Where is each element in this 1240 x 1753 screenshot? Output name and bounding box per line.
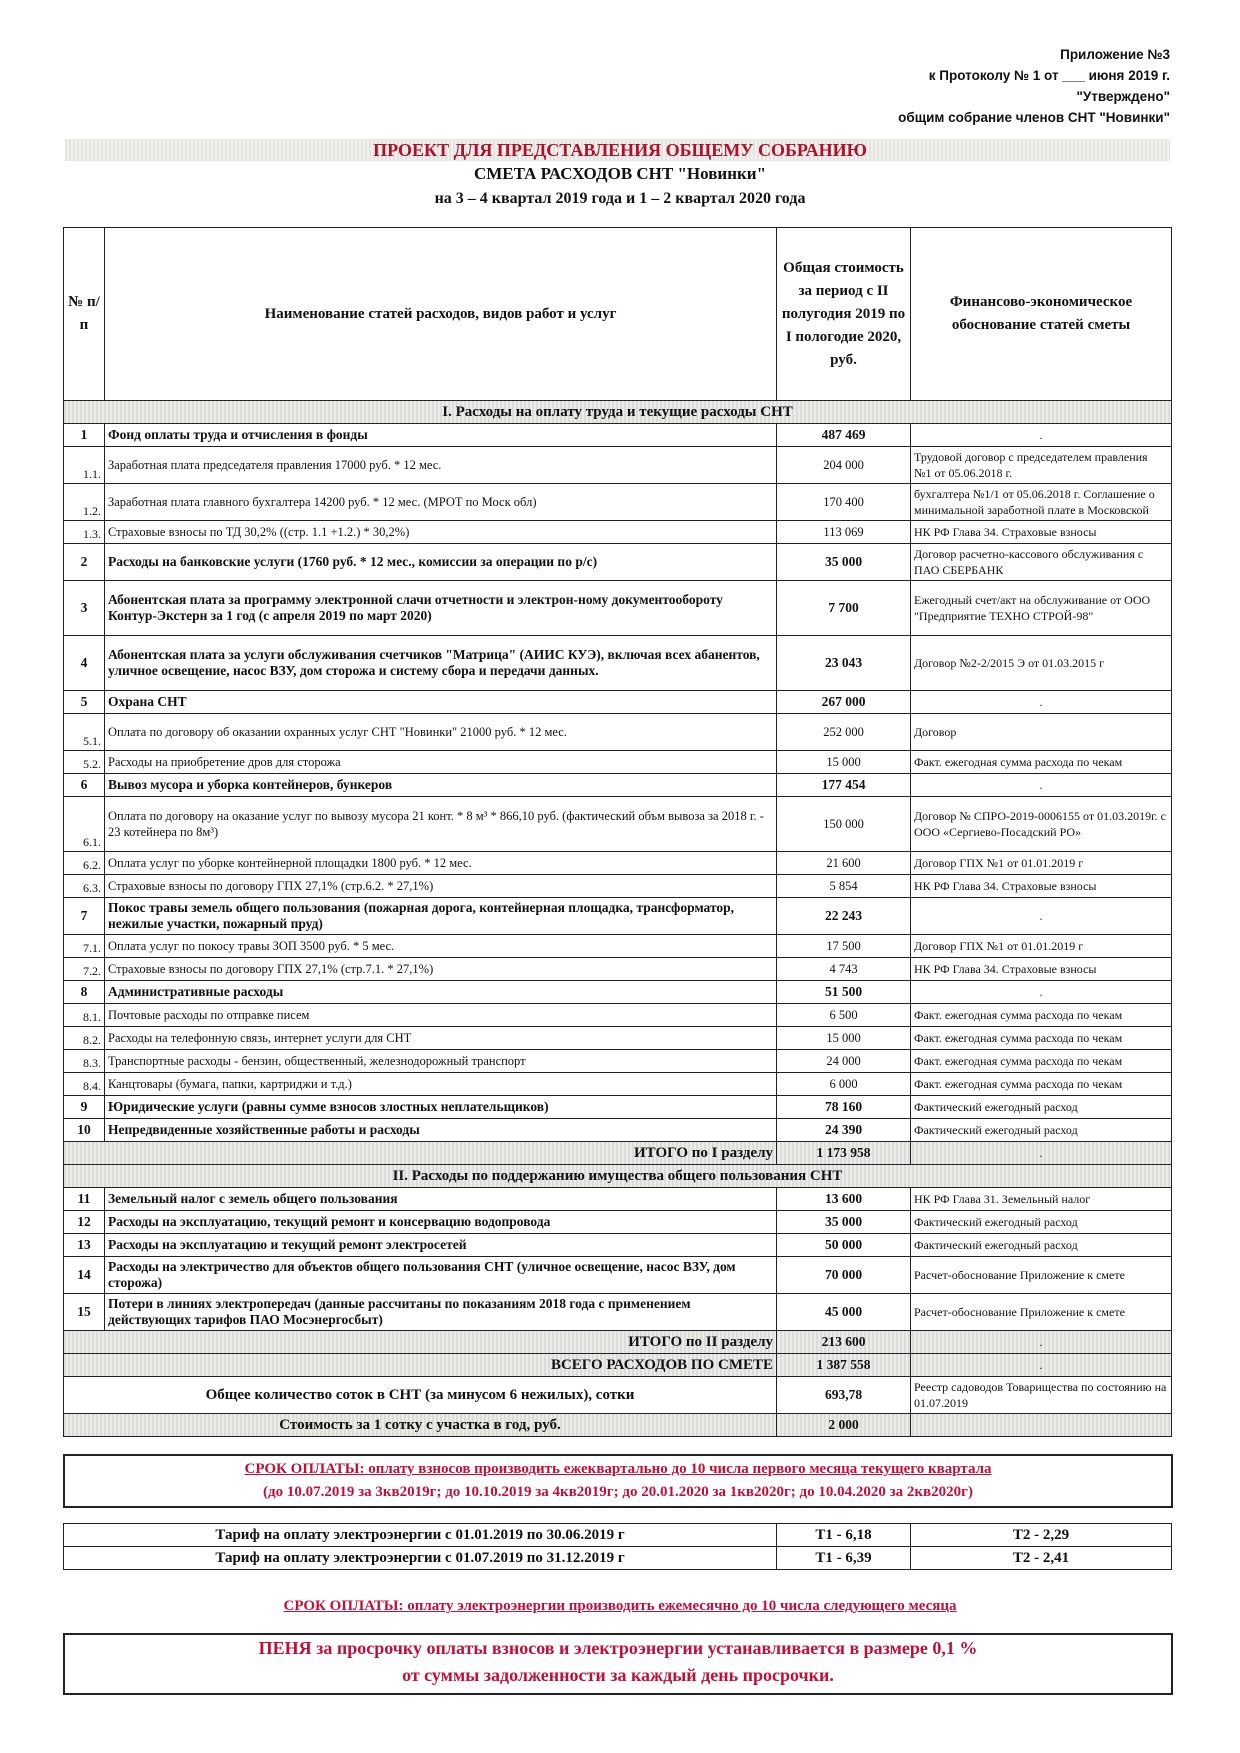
section-1-total-basis: . [911, 1142, 1172, 1165]
row-name: Расходы на приобретение дров для сторожа [105, 751, 777, 774]
row-number: 1 [64, 424, 105, 447]
table-row [64, 1004, 1172, 1027]
row-name: Расходы на эксплуатацию, текущий ремонт и консервацию водопровода [105, 1211, 777, 1234]
header-basis: Финансово-экономическое обоснование статей сметы [911, 228, 1172, 401]
row-sum: 15 000 [777, 1027, 911, 1050]
tariff-t2: Т2 - 2,29 [911, 1524, 1172, 1547]
row-sum: 252 000 [777, 714, 911, 751]
section-2-heading [64, 1165, 1172, 1188]
row-sum: 24 000 [777, 1050, 911, 1073]
table-row [64, 714, 1172, 751]
table-row [64, 981, 1172, 1004]
row-name: Канцтовары (бумага, папки, картриджи и т.д.) [105, 1073, 777, 1096]
penalty-line-2: от суммы задолженности за каждый день просрочки. [402, 1665, 834, 1685]
row-number: 8 [64, 981, 105, 1004]
area-label: Общее количество соток в СНТ (за минусом 6 нежилых), сотки [64, 1377, 777, 1414]
row-basis: Фактический ежегодный расход [911, 1119, 1172, 1142]
row-sum: 170 400 [777, 484, 911, 521]
table-row [64, 898, 1172, 935]
row-name: Земельный налог с земель общего пользования [105, 1188, 777, 1211]
row-number: 6 [64, 774, 105, 797]
row-number: 1.1. [64, 447, 105, 484]
table-row [64, 1257, 1172, 1294]
period-subtitle: на 3 – 4 квартал 2019 года и 1 – 2 квартал 2020 года [434, 190, 806, 207]
table-row [64, 544, 1172, 581]
row-basis: бухгалтера №1/1 от 05.06.2018 г. Соглашение о минимальной заработной плате в Московской [911, 484, 1172, 521]
area-basis: Реестр садоводов Товарищества по состоянию на 01.07.2019 [911, 1377, 1172, 1414]
row-sum: 13 600 [777, 1188, 911, 1211]
row-number: 5 [64, 691, 105, 714]
row-number: 8.4. [64, 1073, 105, 1096]
row-number: 8.3. [64, 1050, 105, 1073]
row-name: Административные расходы [105, 981, 777, 1004]
table-row [64, 797, 1172, 852]
row-number: 6.1. [64, 797, 105, 852]
payment-terms-dates: (до 10.07.2019 за 3кв2019г; до 10.10.2019 за 4кв2019г; до 20.01.2020 за 1кв2020г; до 10.04.2020 за 2кв2020г) [263, 1484, 973, 1500]
row-sum: 23 043 [777, 636, 911, 691]
header-name: Наименование статей расходов, видов работ и услуг [105, 228, 777, 401]
row-number: 7.2. [64, 958, 105, 981]
payment-terms-main: СРОК ОПЛАТЫ: оплату взносов производить ежеквартально до 10 числа первого месяца текущего квартала [244, 1461, 992, 1477]
penalty-box [63, 1633, 1173, 1695]
row-sum: 50 000 [777, 1234, 911, 1257]
cost-label: Стоимость за 1 сотку с участка в год, руб. [64, 1414, 777, 1437]
row-number: 5.2. [64, 751, 105, 774]
table-row [64, 875, 1172, 898]
row-basis: Договор [911, 714, 1172, 751]
row-basis: . [911, 691, 1172, 714]
table-row [64, 521, 1172, 544]
row-name: Непредвиденные хозяйственные работы и расходы [105, 1119, 777, 1142]
row-basis: Расчет-обоснование Приложение к смете [911, 1257, 1172, 1294]
section-1-total-label: ИТОГО по I разделу [64, 1142, 777, 1165]
tariff-label: Тариф на оплату электроэнергии с 01.07.2019 по 31.12.2019 г [64, 1547, 777, 1570]
row-sum: 35 000 [777, 1211, 911, 1234]
section-1-total-sum: 1 173 958 [777, 1142, 911, 1165]
row-basis: Факт. ежегодная сумма расхода по чекам [911, 1050, 1172, 1073]
table-header [64, 228, 1172, 401]
row-name: Страховые взносы по ТД 30,2% ((стр. 1.1 +1.2.) * 30,2%) [105, 521, 777, 544]
row-number: 12 [64, 1211, 105, 1234]
project-title: ПРОЕКТ ДЛЯ ПРЕДСТАВЛЕНИЯ ОБЩЕМУ СОБРАНИЮ [373, 140, 867, 160]
row-name: Транспортные расходы - бензин, общественный, железнодорожный транспорт [105, 1050, 777, 1073]
approval-block [898, 44, 1170, 128]
row-name: Потери в линиях электропередач (данные рассчитаны по показаниям 2018 года с применением действующих тарифов ПАО Мосэнергосбыт) [105, 1294, 777, 1331]
table-row [64, 958, 1172, 981]
row-basis: Факт. ежегодная сумма расхода по чекам [911, 1073, 1172, 1096]
tariff-row [64, 1547, 1172, 1570]
row-name: Оплата услуг по уборке контейнерной площадки 1800 руб. * 12 мес. [105, 852, 777, 875]
row-number: 1.2. [64, 484, 105, 521]
row-basis: Договор ГПХ №1 от 01.01.2019 г [911, 935, 1172, 958]
row-number: 13 [64, 1234, 105, 1257]
row-sum: 6 500 [777, 1004, 911, 1027]
area-row [64, 1377, 1172, 1414]
header-num: № п/п [64, 228, 105, 401]
section-2-total [64, 1331, 1172, 1354]
row-name: Оплата по договору об оказании охранных услуг СНТ "Новинки" 21000 руб. * 12 мес. [105, 714, 777, 751]
row-basis: НК РФ Глава 34. Страховые взносы [911, 875, 1172, 898]
tariff-t1: Т1 - 6,39 [777, 1547, 911, 1570]
row-basis: Ежегодный счет/акт на обслуживание от ООО "Предприятие ТЕХНО СТРОЙ-98" [911, 581, 1172, 636]
row-sum: 15 000 [777, 751, 911, 774]
section-2-total-label: ИТОГО по II разделу [64, 1331, 777, 1354]
row-name: Заработная плата председателя правления 17000 руб. * 12 мес. [105, 447, 777, 484]
row-basis: Фактический ежегодный расход [911, 1096, 1172, 1119]
section-1-heading [64, 401, 1172, 424]
cost-basis [911, 1414, 1172, 1437]
row-name: Абонентская плата за программу электронной слачи отчетности и электрон-ному документообороту Контур-Экстерн за 1 год (с апреля 2019 по март 2020) [105, 581, 777, 636]
row-name: Вывоз мусора и уборка контейнеров, бункеров [105, 774, 777, 797]
row-sum: 21 600 [777, 852, 911, 875]
row-basis: НК РФ Глава 34. Страховые взносы [911, 958, 1172, 981]
row-name: Расходы на эксплуатацию и текущий ремонт электросетей [105, 1234, 777, 1257]
row-sum: 22 243 [777, 898, 911, 935]
table-row [64, 636, 1172, 691]
section-2-title: II. Расходы по поддержанию имущества общего пользования СНТ [64, 1165, 1172, 1188]
table-row [64, 691, 1172, 714]
row-basis: Факт. ежегодная сумма расхода по чекам [911, 1004, 1172, 1027]
row-basis: Договор №2-2/2015 Э от 01.03.2015 г [911, 636, 1172, 691]
grand-total-sum: 1 387 558 [777, 1354, 911, 1377]
row-name: Страховые взносы по договору ГПХ 27,1% (стр.7.1. * 27,1%) [105, 958, 777, 981]
row-sum: 150 000 [777, 797, 911, 852]
row-basis: Трудовой договор с председателем правления №1 от 05.06.2018 г. [911, 447, 1172, 484]
row-name: Абонентская плата за услуги обслуживания счетчиков "Матрица" (АИИС КУЭ), включая всех абанентов, уличное освещение, насос ВЗУ, дом сторожа и систему сбора и передачи данных. [105, 636, 777, 691]
section-1-total [64, 1142, 1172, 1165]
section-2-total-basis: . [911, 1331, 1172, 1354]
row-sum: 6 000 [777, 1073, 911, 1096]
row-basis: . [911, 424, 1172, 447]
table-row [64, 484, 1172, 521]
area-value: 693,78 [777, 1377, 911, 1414]
table-row [64, 581, 1172, 636]
cost-per-sotka-row [64, 1414, 1172, 1437]
row-sum: 70 000 [777, 1257, 911, 1294]
table-row [64, 424, 1172, 447]
row-basis: Факт. ежегодная сумма расхода по чекам [911, 1027, 1172, 1050]
grand-total [64, 1354, 1172, 1377]
row-basis: Факт. ежегодная сумма расхода по чекам [911, 751, 1172, 774]
row-number: 8.1. [64, 1004, 105, 1027]
table-row [64, 1211, 1172, 1234]
row-sum: 24 390 [777, 1119, 911, 1142]
row-number: 7.1. [64, 935, 105, 958]
row-sum: 78 160 [777, 1096, 911, 1119]
table-row [64, 935, 1172, 958]
tariff-t2: Т2 - 2,41 [911, 1547, 1172, 1570]
table-row [64, 1234, 1172, 1257]
row-number: 1.3. [64, 521, 105, 544]
row-name: Расходы на банковские услуги (1760 руб. * 12 мес., комиссии за операции по р/с) [105, 544, 777, 581]
row-basis: . [911, 981, 1172, 1004]
row-sum: 267 000 [777, 691, 911, 714]
table-row [64, 1050, 1172, 1073]
row-sum: 204 000 [777, 447, 911, 484]
row-sum: 51 500 [777, 981, 911, 1004]
budget-table [63, 227, 1172, 1437]
row-number: 5.1. [64, 714, 105, 751]
row-basis: . [911, 898, 1172, 935]
row-name: Оплата по договору на оказание услуг по вывозу мусора 21 конт. * 8 м³ * 866,10 руб. (фактический объм вывоза за 2018 г. - 23 котейнера по 8м³) [105, 797, 777, 852]
row-number: 6.3. [64, 875, 105, 898]
row-sum: 35 000 [777, 544, 911, 581]
table-row [64, 1119, 1172, 1142]
row-name: Почтовые расходы по отправке писем [105, 1004, 777, 1027]
row-name: Оплата услуг по покосу травы ЗОП 3500 руб. * 5 мес. [105, 935, 777, 958]
row-name: Охрана СНТ [105, 691, 777, 714]
row-basis: Расчет-обоснование Приложение к смете [911, 1294, 1172, 1331]
electricity-payment-terms: СРОК ОПЛАТЫ: оплату электроэнергии производить ежемесячно до 10 числа следующего месяца [283, 1598, 957, 1614]
penalty-line-1: ПЕНЯ за просрочку оплаты взносов и электроэнергии устанавливается в размере 0,1 % [258, 1638, 978, 1658]
row-sum: 113 069 [777, 521, 911, 544]
row-number: 14 [64, 1257, 105, 1294]
row-sum: 5 854 [777, 875, 911, 898]
row-sum: 17 500 [777, 935, 911, 958]
row-number: 6.2. [64, 852, 105, 875]
row-number: 10 [64, 1119, 105, 1142]
tariff-row [64, 1524, 1172, 1547]
table-row [64, 774, 1172, 797]
row-sum: 4 743 [777, 958, 911, 981]
row-basis: Договор ГПХ №1 от 01.01.2019 г [911, 852, 1172, 875]
row-basis: Договор расчетно-кассового обслуживания с ПАО СБЕРБАНК [911, 544, 1172, 581]
row-number: 15 [64, 1294, 105, 1331]
row-number: 2 [64, 544, 105, 581]
row-basis: Договор № СПРО-2019-0006155 от 01.03.2019г. с ООО «Сергиево-Посадский РО» [911, 797, 1172, 852]
row-number: 4 [64, 636, 105, 691]
row-sum: 45 000 [777, 1294, 911, 1331]
row-number: 11 [64, 1188, 105, 1211]
row-number: 7 [64, 898, 105, 935]
row-number: 8.2. [64, 1027, 105, 1050]
payment-terms-box [63, 1454, 1173, 1508]
document-title: СМЕТА РАСХОДОВ СНТ "Новинки" [473, 164, 767, 183]
row-sum: 7 700 [777, 581, 911, 636]
row-basis: Фактический ежегодный расход [911, 1234, 1172, 1257]
protocol-reference: к Протоколу № 1 от ___ июня 2019 г. [928, 68, 1170, 83]
tariff-t1: Т1 - 6,18 [777, 1524, 911, 1547]
row-sum: 487 469 [777, 424, 911, 447]
row-number: 9 [64, 1096, 105, 1119]
cost-value: 2 000 [777, 1414, 911, 1437]
row-name: Страховые взносы по договору ГПХ 27,1% (стр.6.2. * 27,1%) [105, 875, 777, 898]
row-basis: Фактический ежегодный расход [911, 1211, 1172, 1234]
row-basis: НК РФ Глава 31. Земельный налог [911, 1188, 1172, 1211]
appendix-number: Приложение №3 [1060, 47, 1170, 62]
table-row [64, 1073, 1172, 1096]
section-2-total-sum: 213 600 [777, 1331, 911, 1354]
section-1-title: I. Расходы на оплату труда и текущие расходы СНТ [64, 401, 1172, 424]
approved-stamp: "Утверждено" [1076, 89, 1170, 104]
row-name: Расходы на электричество для объектов общего пользования СНТ (уличное освещение, насос ВЗУ, дом сторожа) [105, 1257, 777, 1294]
grand-total-label: ВСЕГО РАСХОДОВ ПО СМЕТЕ [64, 1354, 777, 1377]
row-sum: 177 454 [777, 774, 911, 797]
approved-by: общим собрание членов СНТ "Новинки" [898, 110, 1170, 125]
row-basis: . [911, 774, 1172, 797]
row-name: Расходы на телефонную связь, интернет услуги для СНТ [105, 1027, 777, 1050]
table-row [64, 447, 1172, 484]
tariff-table [63, 1523, 1172, 1570]
row-name: Заработная плата главного бухгалтера 14200 руб. * 12 мес. (МРОТ по Моск обл) [105, 484, 777, 521]
row-number: 3 [64, 581, 105, 636]
row-name: Юридические услуги (равны сумме взносов злостных неплательщиков) [105, 1096, 777, 1119]
table-row [64, 1188, 1172, 1211]
table-row [64, 852, 1172, 875]
table-row [64, 1027, 1172, 1050]
row-basis: НК РФ Глава 34. Страховые взносы [911, 521, 1172, 544]
header-sum: Общая стоимость за период с II полугодия 2019 по I пологодие 2020, руб. [777, 228, 911, 401]
row-name: Покос травы земель общего пользования (пожарная дорога, контейнерная площадка, трансформатор, нежилые участки, пожарный пруд) [105, 898, 777, 935]
grand-total-basis: . [911, 1354, 1172, 1377]
table-row [64, 1096, 1172, 1119]
table-row [64, 1294, 1172, 1331]
row-name: Фонд оплаты труда и отчисления в фонды [105, 424, 777, 447]
tariff-label: Тариф на оплату электроэнергии с 01.01.2019 по 30.06.2019 г [64, 1524, 777, 1547]
table-row [64, 751, 1172, 774]
